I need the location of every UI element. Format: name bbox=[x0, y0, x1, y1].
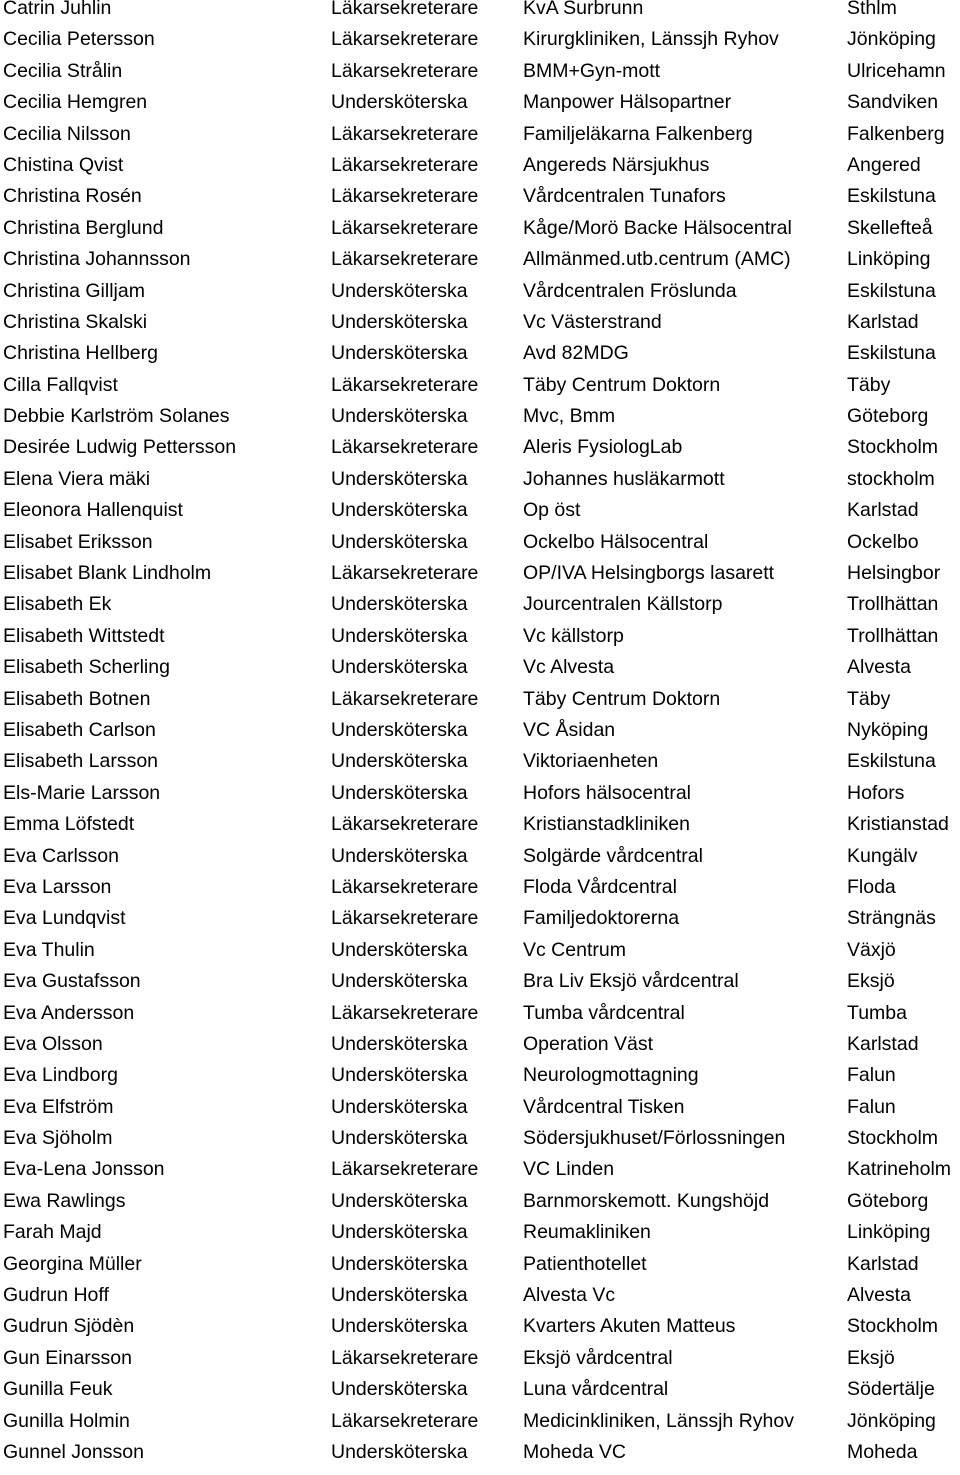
city-name: Eskilstuna bbox=[847, 342, 936, 365]
city-name: stockholm bbox=[847, 467, 935, 490]
city-name: Sandviken bbox=[847, 91, 939, 114]
role-title: Undersköterska bbox=[331, 938, 468, 961]
city-name: Trollhättan bbox=[847, 593, 939, 616]
list-row bbox=[0, 1158, 960, 1192]
list-row bbox=[0, 1346, 960, 1381]
role-title: Läkarsekreterare bbox=[331, 562, 479, 585]
person-name: Gudrun Hoff bbox=[3, 1284, 109, 1307]
list-row bbox=[0, 342, 960, 376]
person-name: Cecilia Petersson bbox=[3, 28, 155, 51]
role-title: Undersköterska bbox=[331, 1378, 468, 1401]
person-name: Eva Carlsson bbox=[3, 844, 119, 867]
list-row bbox=[0, 781, 960, 816]
person-name: Gunilla Holmin bbox=[3, 1409, 130, 1432]
person-name: Debbie Karlström Solanes bbox=[3, 405, 230, 428]
role-title: Undersköterska bbox=[331, 342, 468, 365]
role-title: Undersköterska bbox=[331, 499, 468, 522]
workplace-name: Vc källstorp bbox=[523, 624, 624, 647]
workplace-name: Familjedoktorerna bbox=[523, 907, 680, 930]
workplace-name: Eksjö vårdcentral bbox=[523, 1346, 673, 1369]
person-name: Gun Einarsson bbox=[3, 1346, 132, 1369]
workplace-name: KvA Surbrunn bbox=[523, 0, 644, 19]
list-row bbox=[0, 530, 960, 565]
person-name: Chistina Qvist bbox=[3, 153, 124, 176]
role-title: Läkarsekreterare bbox=[331, 436, 479, 459]
workplace-name: Op öst bbox=[523, 499, 581, 522]
person-name: Els-Marie Larsson bbox=[3, 781, 161, 804]
person-name: Eva Gustafsson bbox=[3, 970, 141, 993]
workplace-name: Patienthotellet bbox=[523, 1252, 647, 1275]
workplace-name: Vårdcentralen Fröslunda bbox=[523, 279, 737, 302]
list-row bbox=[0, 813, 960, 847]
list-row bbox=[0, 373, 960, 408]
person-name: Catrin Juhlin bbox=[3, 0, 112, 19]
list-row bbox=[0, 624, 960, 659]
workplace-name: Barnmorskemott. Kungshöjd bbox=[523, 1189, 770, 1212]
city-name: Moheda bbox=[847, 1440, 918, 1463]
workplace-name: Södersjukhuset/Förlossningen bbox=[523, 1127, 786, 1150]
workplace-name: Vårdcentral Tisken bbox=[523, 1095, 685, 1118]
list-row bbox=[0, 28, 960, 62]
workplace-name: Moheda VC bbox=[523, 1440, 626, 1463]
workplace-name: Reumakliniken bbox=[523, 1221, 651, 1244]
city-name: Eksjö bbox=[847, 1346, 895, 1369]
list-row bbox=[0, 279, 960, 314]
list-row bbox=[0, 1284, 960, 1318]
city-name: Kungälv bbox=[847, 844, 918, 867]
role-title: Läkarsekreterare bbox=[331, 153, 479, 176]
person-name: Eva Larsson bbox=[3, 875, 112, 898]
role-title: Undersköterska bbox=[331, 1315, 468, 1338]
workplace-name: Solgärde vårdcentral bbox=[523, 844, 703, 867]
role-title: Läkarsekreterare bbox=[331, 59, 479, 82]
role-title: Läkarsekreterare bbox=[331, 1158, 479, 1181]
person-name: Ewa Rawlings bbox=[3, 1189, 126, 1212]
role-title: Undersköterska bbox=[331, 1127, 468, 1150]
workplace-name: Vc Centrum bbox=[523, 938, 626, 961]
role-title: Undersköterska bbox=[331, 310, 468, 333]
city-name: Göteborg bbox=[847, 1189, 929, 1212]
city-name: Katrineholm bbox=[847, 1158, 952, 1181]
role-title: Läkarsekreterare bbox=[331, 373, 479, 396]
person-name: Christina Johannsson bbox=[3, 248, 191, 271]
city-name: Falkenberg bbox=[847, 122, 945, 145]
workplace-name: Luna vårdcentral bbox=[523, 1378, 669, 1401]
workplace-name: VC Linden bbox=[523, 1158, 615, 1181]
list-row bbox=[0, 593, 960, 627]
list-row bbox=[0, 467, 960, 502]
workplace-name: Familjeläkarna Falkenberg bbox=[523, 122, 753, 145]
workplace-name: Kirurgkliniken, Länssjh Ryhov bbox=[523, 28, 779, 51]
person-name: Elisabeth Larsson bbox=[3, 750, 159, 773]
role-title: Läkarsekreterare bbox=[331, 1346, 479, 1369]
role-title: Undersköterska bbox=[331, 1095, 468, 1118]
list-row bbox=[0, 153, 960, 188]
list-row bbox=[0, 1127, 960, 1161]
workplace-name: BMM+Gyn-mott bbox=[523, 59, 661, 82]
list-row bbox=[0, 562, 960, 596]
city-name: Ulricehamn bbox=[847, 59, 946, 82]
role-title: Läkarsekreterare bbox=[331, 0, 479, 19]
role-title: Undersköterska bbox=[331, 405, 468, 428]
city-name: Växjö bbox=[847, 938, 896, 961]
list-row bbox=[0, 122, 960, 157]
person-name: Eva Elfström bbox=[3, 1095, 114, 1118]
list-row bbox=[0, 844, 960, 879]
workplace-name: Angereds Närsjukhus bbox=[523, 153, 710, 176]
list-row bbox=[0, 687, 960, 722]
city-name: Falun bbox=[847, 1064, 896, 1087]
workplace-name: Manpower Hälsopartner bbox=[523, 91, 732, 114]
workplace-name: Täby Centrum Doktorn bbox=[523, 373, 721, 396]
person-name: Eva-Lena Jonsson bbox=[3, 1158, 165, 1181]
workplace-name: Tumba vårdcentral bbox=[523, 1001, 685, 1024]
role-title: Undersköterska bbox=[331, 1064, 468, 1087]
list-row bbox=[0, 185, 960, 219]
city-name: Jönköping bbox=[847, 1409, 936, 1432]
workplace-name: Alvesta Vc bbox=[523, 1284, 616, 1307]
list-row bbox=[0, 907, 960, 941]
person-name: Eva Sjöholm bbox=[3, 1127, 113, 1150]
list-row bbox=[0, 750, 960, 784]
workplace-name: Allmänmed.utb.centrum (AMC) bbox=[523, 248, 791, 271]
workplace-name: Jourcentralen Källstorp bbox=[523, 593, 723, 616]
person-name: Christina Berglund bbox=[3, 216, 164, 239]
list-row bbox=[0, 1032, 960, 1067]
city-name: Trollhättan bbox=[847, 624, 939, 647]
list-row bbox=[0, 938, 960, 973]
person-name: Christina Gilljam bbox=[3, 279, 145, 302]
list-row bbox=[0, 405, 960, 439]
city-name: Eksjö bbox=[847, 970, 895, 993]
person-name: Elisabeth Botnen bbox=[3, 687, 151, 710]
role-title: Läkarsekreterare bbox=[331, 28, 479, 51]
workplace-name: Hofors hälsocentral bbox=[523, 781, 691, 804]
list-row bbox=[0, 1378, 960, 1412]
workplace-name: Vc Västerstrand bbox=[523, 310, 662, 333]
city-name: Skellefteå bbox=[847, 216, 933, 239]
workplace-name: Neurologmottagning bbox=[523, 1064, 699, 1087]
role-title: Läkarsekreterare bbox=[331, 185, 479, 208]
role-title: Läkarsekreterare bbox=[331, 1409, 479, 1432]
list-row bbox=[0, 310, 960, 345]
list-row bbox=[0, 436, 960, 470]
city-name: Alvesta bbox=[847, 656, 911, 679]
workplace-name: Ockelbo Hälsocentral bbox=[523, 530, 709, 553]
city-name: Eskilstuna bbox=[847, 185, 936, 208]
list-row bbox=[0, 499, 960, 533]
role-title: Undersköterska bbox=[331, 530, 468, 553]
person-name: Elisabet Eriksson bbox=[3, 530, 153, 553]
city-name: Ockelbo bbox=[847, 530, 919, 553]
city-name: Karlstad bbox=[847, 499, 919, 522]
city-name: Göteborg bbox=[847, 405, 929, 428]
workplace-name: Kåge/Morö Backe Hälsocentral bbox=[523, 216, 792, 239]
city-name: Karlstad bbox=[847, 1252, 919, 1275]
role-title: Undersköterska bbox=[331, 467, 468, 490]
list-row bbox=[0, 1064, 960, 1098]
role-title: Undersköterska bbox=[331, 750, 468, 773]
workplace-name: Avd 82MDG bbox=[523, 342, 629, 365]
person-name: Christina Skalski bbox=[3, 310, 148, 333]
city-name: Tumba bbox=[847, 1001, 907, 1024]
person-name: Cecilia Hemgren bbox=[3, 91, 148, 114]
city-name: Täby bbox=[847, 373, 891, 396]
role-title: Läkarsekreterare bbox=[331, 1001, 479, 1024]
city-name: Strängnäs bbox=[847, 907, 936, 930]
person-name: Eleonora Hallenquist bbox=[3, 499, 183, 522]
role-title: Läkarsekreterare bbox=[331, 122, 479, 145]
city-name: Karlstad bbox=[847, 1032, 919, 1055]
role-title: Läkarsekreterare bbox=[331, 813, 479, 836]
city-name: Stockholm bbox=[847, 436, 939, 459]
list-row bbox=[0, 1440, 960, 1475]
role-title: Undersköterska bbox=[331, 624, 468, 647]
workplace-name: Johannes husläkarmott bbox=[523, 467, 725, 490]
list-row bbox=[0, 216, 960, 251]
role-title: Undersköterska bbox=[331, 91, 468, 114]
city-name: Jönköping bbox=[847, 28, 936, 51]
list-row bbox=[0, 1189, 960, 1224]
city-name: Sthlm bbox=[847, 0, 897, 19]
role-title: Undersköterska bbox=[331, 1032, 468, 1055]
person-name: Eva Thulin bbox=[3, 938, 95, 961]
person-name: Emma Löfstedt bbox=[3, 813, 135, 836]
list-row bbox=[0, 0, 960, 31]
list-row bbox=[0, 248, 960, 282]
person-name: Eva Lundqvist bbox=[3, 907, 126, 930]
city-name: Kristianstad bbox=[847, 813, 949, 836]
workplace-name: VC Åsidan bbox=[523, 718, 616, 741]
city-name: Eskilstuna bbox=[847, 750, 936, 773]
person-name: Cecilia Strålin bbox=[3, 59, 123, 82]
city-name: Hofors bbox=[847, 781, 905, 804]
workplace-name: Viktoriaenheten bbox=[523, 750, 659, 773]
role-title: Undersköterska bbox=[331, 1440, 468, 1463]
role-title: Undersköterska bbox=[331, 844, 468, 867]
list-row bbox=[0, 970, 960, 1004]
role-title: Undersköterska bbox=[331, 970, 468, 993]
city-name: Stockholm bbox=[847, 1127, 939, 1150]
list-row bbox=[0, 656, 960, 690]
city-name: Falun bbox=[847, 1095, 896, 1118]
person-name: Christina Rosén bbox=[3, 185, 142, 208]
list-row bbox=[0, 1409, 960, 1444]
workplace-name: Aleris FysiologLab bbox=[523, 436, 683, 459]
city-name: Alvesta bbox=[847, 1284, 911, 1307]
list-row bbox=[0, 1001, 960, 1036]
person-name: Elisabeth Ek bbox=[3, 593, 112, 616]
person-name: Elisabeth Wittstedt bbox=[3, 624, 165, 647]
workplace-name: Bra Liv Eksjö vårdcentral bbox=[523, 970, 739, 993]
workplace-name: Kvarters Akuten Matteus bbox=[523, 1315, 736, 1338]
city-name: Helsingbor bbox=[847, 562, 941, 585]
role-title: Läkarsekreterare bbox=[331, 907, 479, 930]
role-title: Undersköterska bbox=[331, 593, 468, 616]
person-name: Gudrun Sjödèn bbox=[3, 1315, 135, 1338]
person-name: Eva Lindborg bbox=[3, 1064, 118, 1087]
city-name: Täby bbox=[847, 687, 891, 710]
list-row bbox=[0, 1252, 960, 1287]
city-name: Angered bbox=[847, 153, 921, 176]
person-name: Georgina Müller bbox=[3, 1252, 142, 1275]
role-title: Undersköterska bbox=[331, 1284, 468, 1307]
role-title: Undersköterska bbox=[331, 1252, 468, 1275]
person-name: Elena Viera mäki bbox=[3, 467, 151, 490]
workplace-name: Floda Vårdcentral bbox=[523, 875, 677, 898]
workplace-name: Vårdcentralen Tunafors bbox=[523, 185, 726, 208]
city-name: Linköping bbox=[847, 248, 931, 271]
city-name: Stockholm bbox=[847, 1315, 939, 1338]
role-title: Undersköterska bbox=[331, 279, 468, 302]
person-name: Desirée Ludwig Pettersson bbox=[3, 436, 237, 459]
list-row bbox=[0, 59, 960, 94]
workplace-name: Medicinkliniken, Länssjh Ryhov bbox=[523, 1409, 794, 1432]
role-title: Läkarsekreterare bbox=[331, 248, 479, 271]
role-title: Undersköterska bbox=[331, 781, 468, 804]
person-name: Elisabeth Scherling bbox=[3, 656, 170, 679]
list-row bbox=[0, 1315, 960, 1349]
city-name: Södertälje bbox=[847, 1378, 935, 1401]
person-name: Cecilia Nilsson bbox=[3, 122, 131, 145]
person-name: Farah Majd bbox=[3, 1221, 102, 1244]
workplace-name: Mvc, Bmm bbox=[523, 405, 616, 428]
role-title: Undersköterska bbox=[331, 718, 468, 741]
person-name: Gunnel Jonsson bbox=[3, 1440, 144, 1463]
person-name: Eva Andersson bbox=[3, 1001, 135, 1024]
list-row bbox=[0, 1221, 960, 1255]
person-name: Christina Hellberg bbox=[3, 342, 158, 365]
city-name: Eskilstuna bbox=[847, 279, 936, 302]
role-title: Undersköterska bbox=[331, 656, 468, 679]
person-name: Elisabet Blank Lindholm bbox=[3, 562, 212, 585]
list-row bbox=[0, 875, 960, 910]
list-row bbox=[0, 1095, 960, 1130]
workplace-name: Operation Väst bbox=[523, 1032, 654, 1055]
city-name: Nyköping bbox=[847, 718, 929, 741]
workplace-name: OP/IVA Helsingborgs lasarett bbox=[523, 562, 775, 585]
workplace-name: Vc Alvesta bbox=[523, 656, 615, 679]
person-name: Cilla Fallqvist bbox=[3, 373, 118, 396]
role-title: Läkarsekreterare bbox=[331, 687, 479, 710]
person-name: Elisabeth Carlson bbox=[3, 718, 156, 741]
list-row bbox=[0, 718, 960, 753]
role-title: Läkarsekreterare bbox=[331, 216, 479, 239]
role-title: Undersköterska bbox=[331, 1189, 468, 1212]
role-title: Läkarsekreterare bbox=[331, 875, 479, 898]
role-title: Undersköterska bbox=[331, 1221, 468, 1244]
city-name: Floda bbox=[847, 875, 896, 898]
person-name: Gunilla Feuk bbox=[3, 1378, 113, 1401]
city-name: Karlstad bbox=[847, 310, 919, 333]
person-name: Eva Olsson bbox=[3, 1032, 103, 1055]
city-name: Linköping bbox=[847, 1221, 931, 1244]
workplace-name: Täby Centrum Doktorn bbox=[523, 687, 721, 710]
workplace-name: Kristianstadkliniken bbox=[523, 813, 690, 836]
list-row bbox=[0, 91, 960, 125]
